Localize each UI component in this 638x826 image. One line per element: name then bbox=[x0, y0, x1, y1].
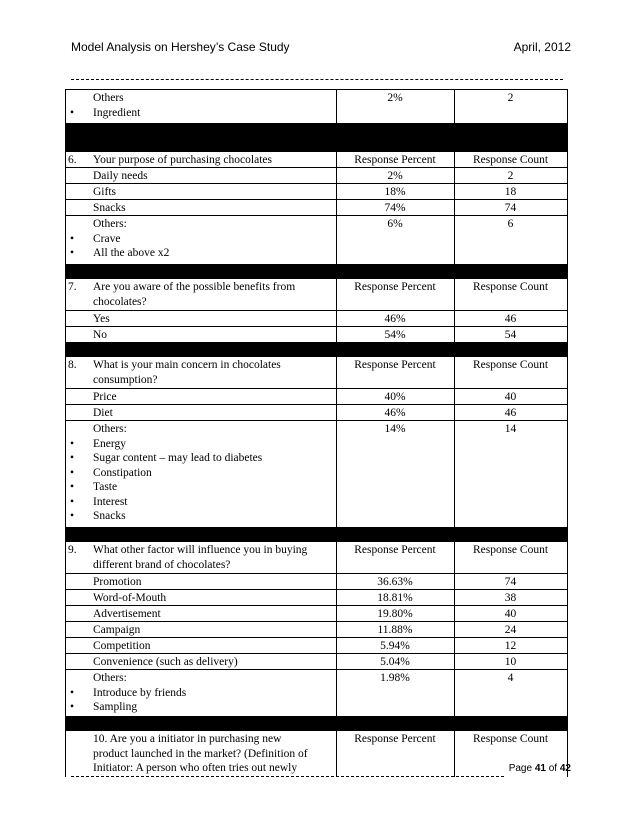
section-divider bbox=[65, 343, 568, 357]
bullet-icon: • bbox=[70, 510, 75, 522]
table-row: Word-of-Mouth 18.81% 38 bbox=[65, 590, 568, 606]
footer-rule bbox=[71, 776, 504, 777]
question-row: 10. Are you a initiator in purchasing new product launched in the market? (Definition of Initiator: A person who often tries out newly Response Percent Response Count bbox=[65, 731, 568, 777]
list-item: • All the above x2 bbox=[70, 247, 170, 259]
list-item: • Introduce by friends bbox=[70, 686, 187, 699]
table-row: Competition 5.94% 12 bbox=[65, 638, 568, 654]
table-row: Gifts 18% 18 bbox=[65, 184, 568, 200]
table-row: Diet 46% 46 bbox=[65, 405, 568, 421]
question-row: 7. Are you aware of the possible benefits from chocolates? Response Percent Response Count bbox=[65, 279, 568, 311]
header-rule bbox=[71, 79, 563, 80]
survey-table bbox=[65, 89, 568, 777]
table-row: No 54% 54 bbox=[65, 327, 568, 343]
bullet-icon: • bbox=[70, 701, 75, 713]
bullet-icon: • bbox=[70, 437, 75, 450]
list-item: • Sampling bbox=[70, 701, 138, 713]
question-row: 9. What other factor will influence you in buying different brand of chocolates? Response Percent Response Count bbox=[65, 542, 568, 574]
list-item: • Snacks bbox=[70, 510, 126, 522]
list-item: • Crave bbox=[70, 232, 121, 245]
bullet-icon: • bbox=[70, 495, 75, 508]
question-row: 8. What is your main concern in chocolates consumption? Response Percent Response Count bbox=[65, 357, 568, 389]
section-divider bbox=[65, 717, 568, 731]
table-row: Price 40% 40 bbox=[65, 389, 568, 405]
bullet-icon: • bbox=[70, 452, 75, 464]
section-divider bbox=[65, 265, 568, 279]
section-divider bbox=[65, 528, 568, 542]
table-row: Convenience (such as delivery) 5.04% 10 bbox=[65, 654, 568, 670]
table-row: Others • Ingredient 2% 2 bbox=[65, 89, 568, 124]
table-row: Others: • Energy • Sugar content – may lead to diabetes • Constipation • Taste • Interest • Snacks 14% 14 bbox=[65, 421, 568, 528]
header-date: April, 2012 bbox=[513, 40, 571, 54]
table-row: Others: • Introduce by friends • Sampling 1.98% 4 bbox=[65, 670, 568, 717]
table-row: Promotion 36.63% 74 bbox=[65, 574, 568, 590]
list-item: • Energy bbox=[70, 437, 127, 450]
table-row: Others: • Crave • All the above x2 6% 6 bbox=[65, 216, 568, 265]
list-item: • Ingredient bbox=[70, 106, 141, 119]
table-row: Campaign 11.88% 24 bbox=[65, 622, 568, 638]
bullet-icon: • bbox=[70, 466, 75, 479]
bullet-icon: • bbox=[70, 106, 75, 119]
bullet-icon: • bbox=[70, 247, 75, 259]
list-item: • Sugar content – may lead to diabetes bbox=[70, 452, 263, 464]
table-row: Daily needs 2% 2 bbox=[65, 168, 568, 184]
list-item: • Constipation bbox=[70, 466, 152, 479]
table-row: Snacks 74% 74 bbox=[65, 200, 568, 216]
section-divider bbox=[65, 124, 568, 152]
list-item: • Taste bbox=[70, 481, 118, 493]
bullet-icon: • bbox=[70, 232, 75, 245]
header-title: Model Analysis on Hershey’s Case Study bbox=[71, 40, 290, 54]
bullet-icon: • bbox=[70, 686, 75, 699]
list-item: • Interest bbox=[70, 495, 128, 508]
table-row: Yes 46% 46 bbox=[65, 311, 568, 327]
bullet-icon: • bbox=[70, 481, 75, 493]
page-number: Page 41 of 42 bbox=[508, 763, 571, 774]
question-row: 6. Your purpose of purchasing chocolates Response Percent Response Count bbox=[65, 152, 568, 168]
table-row: Advertisement 19.80% 40 bbox=[65, 606, 568, 622]
